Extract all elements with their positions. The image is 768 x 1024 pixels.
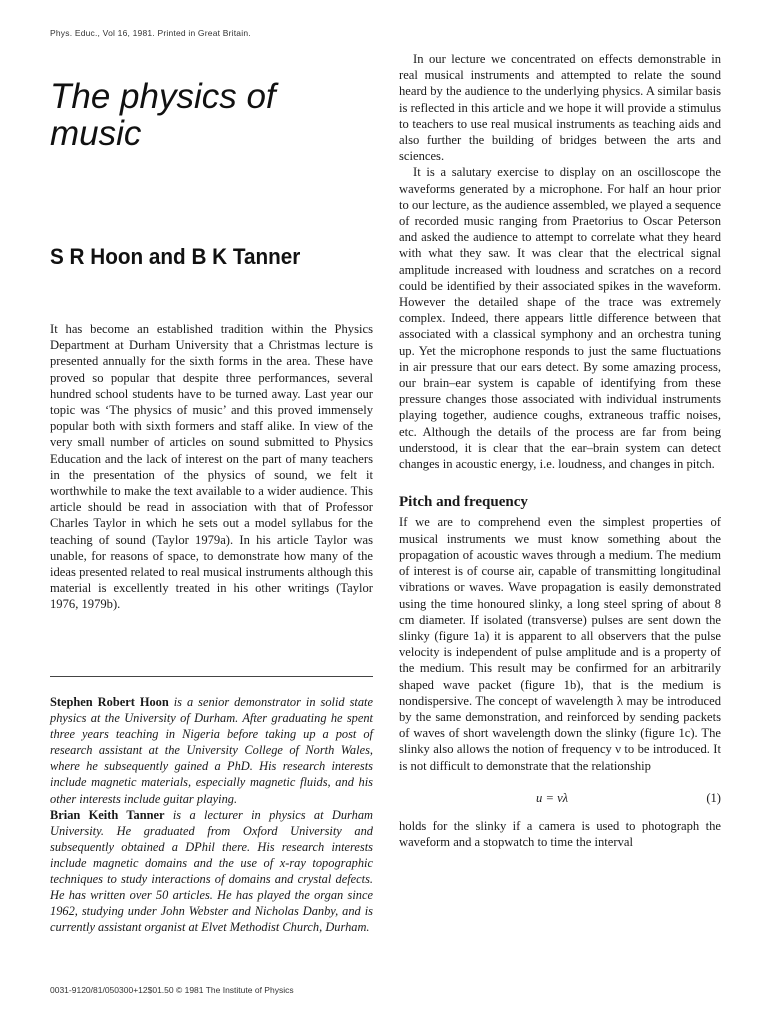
equation-block <box>399 786 721 812</box>
bio-name: Stephen Robert Hoon <box>50 695 169 709</box>
bio-text: is a senior demonstrator in solid state physics at the University of Durham. After graduating he spent three years teaching in Nigeria before taking up a post of research assistant at the University College of North Wales, where he subsequently gained a PhD. His research interests include magnetic materials, especially magnetic fluids, and his other interests include guitar playing. <box>50 695 373 806</box>
left-column <box>50 321 373 613</box>
running-head: Phys. Educ., Vol 16, 1981. Printed in Great Britain. <box>50 28 251 38</box>
bio-name: Brian Keith Tanner <box>50 807 165 822</box>
body-paragraph: holds for the slinky if a camera is used to photograph the waveform and a stopwatch to time the interval <box>399 818 721 849</box>
bio-tanner <box>50 807 373 936</box>
body-paragraph: In our lecture we concentrated on effects demonstrable in real musical instruments and attempted to relate the sound heard by the audience to the underlying physics. A similar basis is reflected in this article and we hope it will provide a stimulus to teachers to use real musical instruments as teaching aids and also further the building of bridges between the arts and sciences. <box>399 52 721 164</box>
article-title: The physics of music <box>50 77 276 153</box>
body-paragraph: If we are to comprehend even the simplest properties of musical instruments we must know something about the propagation of acoustic waves through a medium. The medium of interest is of course air, capable of transmitting longitudinal vibrations or waves. Wave propagation is easily demonstrated using the time honoured slinky, a long steel spring of about 8 cm diameter. If isolated (transverse) pulses are sent down the slinky (figure 1a) it is apparent to all observers that the pulse velocity is independent of pulse amplitude and is a property of the medium. This result may be confirmed for an arbitrarily shaped wave packet (figure 1b), that is the medium is nondispersive. The concept of wavelength λ may be introduced by the same demonstration, and reinforced by sending packets of waves of short wavelength down the slinky (figure 1c). The slinky also allows the notion of frequency ν to be introduced. It is not difficult to demonstrate that the relationship <box>399 515 721 773</box>
bio-hoon <box>50 694 373 807</box>
intro-paragraph: It has become an established tradition within the Physics Department at Durham University that a Christmas lecture is presented annually for the sixth forms in the area. These have proved so popular that despite three performances, several hundred school students have to be turned away. Last year our topic was ‘The physics of music’ and this proved immensely popular both with sixth formers and staff alike. In view of the very small number of articles on sound submitted to Physics Education and the lack of interest on the part of many teachers in the presentation of the physics of sound, we felt it worthwhile to make the text available to a wider audience. This article should be read in association with that of Professor Charles Taylor in which he sets out a model syllabus for the teaching of sound (Taylor 1979a). In his article Taylor was unable, for reasons of space, to demonstrate how many of the ideas presented related to real musical instruments although this material is excellently treated in his other writings (Taylor 1976, 1979b). <box>50 322 373 612</box>
body-paragraph: It is a salutary exercise to display on an oscilloscope the waveforms generated by a microphone. For half an hour prior to our lecture, as the audience assembled, we played a sequence of recorded music ranging from Praetorius to Oscar Peterson and asked the audience to attempt to correlate what they heard with what they saw. It was clear that the electrical signal amplitude increased with loudness and scratches on a record could be identified by their associated spikes in the waveform. However the detailed shape of the trace was extremely complex. Indeed, there appears little difference between that associated with a classical symphony and an orchestra tuning up. Yet the microphone responds to just the same fluctuations in air pressure that our ears detect. By some amazing process, our brain–ear system is capable of identifying from these pressure changes those associated with individual instruments playing together, audience coughs, extraneous traffic noises, etc. Although the details of the process are far from being understood, it is clear that the ear–brain system can detect changes in acoustic energy, i.e. loudness, and changes in pitch. <box>399 165 721 472</box>
equation-number: (1) <box>706 790 721 805</box>
divider-rule <box>50 676 373 677</box>
footer-copyright: 0031-9120/81/050300+12$01.50 © 1981 The Institute of Physics <box>50 985 294 995</box>
section-heading: Pitch and frequency <box>399 494 528 511</box>
bio-text: is a lecturer in physics at Durham University. He graduated from Oxford University and subsequently obtained a DPhil there. His research interests include magnetic domains and the use of x-ray topographic techniques to study interactions of domains and crystal defects. He has written over 50 articles. He has played the organ since 1962, studying under John Webster and Nicholas Danby, and is currently assistant organist at Elvet Methodist Church, Durham. <box>50 807 373 935</box>
right-column <box>399 51 721 850</box>
author-bios <box>50 694 373 935</box>
author-line: S R Hoon and B K Tanner <box>50 244 301 269</box>
equation: u = νλ <box>536 790 569 805</box>
